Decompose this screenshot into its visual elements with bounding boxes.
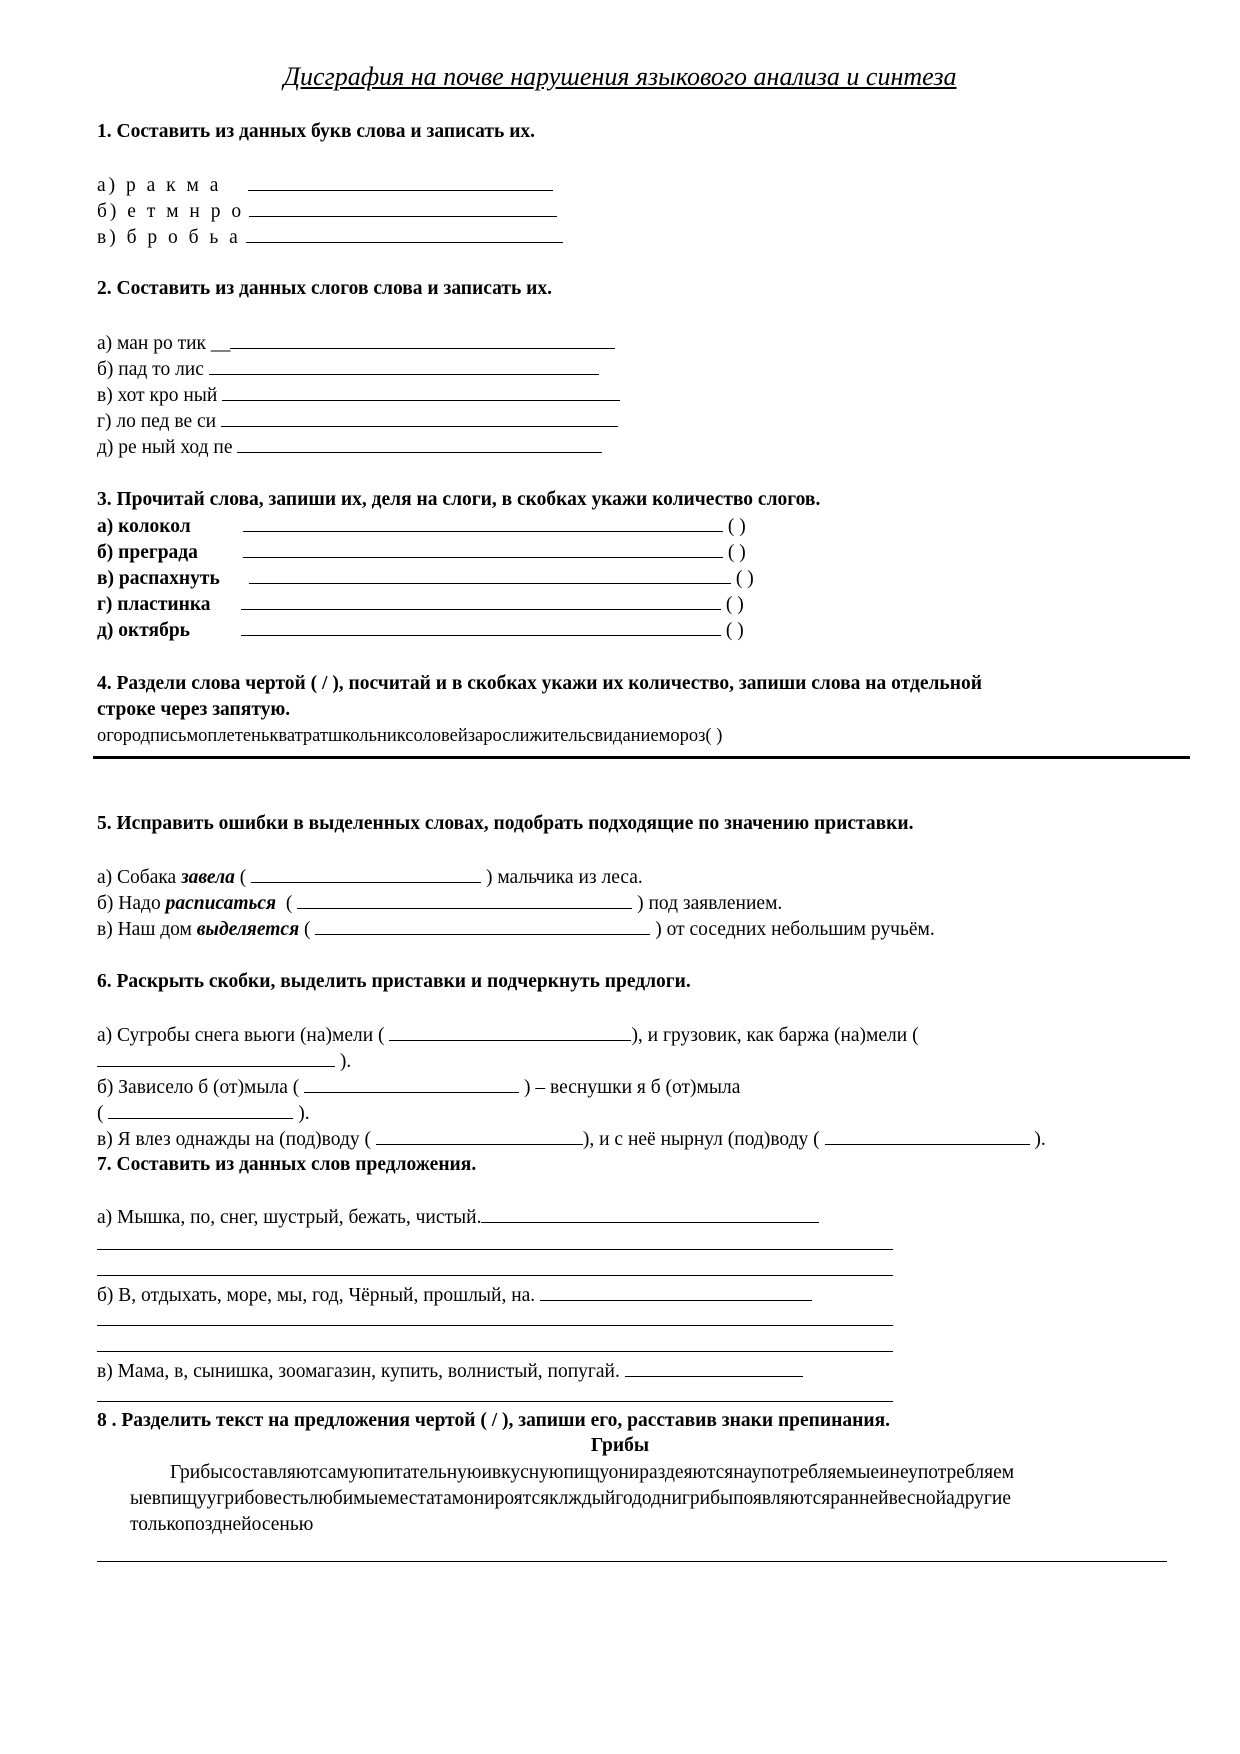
task-7-item-b [97,1283,812,1308]
sentence-text: ) от соседних небольшим ручьём. [650,919,935,940]
answer-line[interactable] [243,540,723,558]
task-2-syllables-c: в) хот кро ный [97,385,218,406]
task-8-heading: 8 . Разделить текст на предложения чертой ( / ), запиши его, расставив знаки препинания. [97,1410,891,1431]
word-list: а) Мышка, по, снег, шустрый, бежать, чистый. [97,1207,482,1228]
syllable-count-bracket[interactable]: ( ) [727,542,746,563]
task-2-item-b [97,357,599,382]
answer-line[interactable] [825,1127,1030,1145]
answer-line[interactable] [241,592,721,610]
task-7-heading: 7. Составить из данных слов предложения. [97,1154,477,1175]
task-3-item-e [97,618,744,643]
task-1-item-b [97,199,557,224]
sentence-text: ). [1034,1129,1046,1150]
answer-line[interactable] [540,1283,812,1301]
answer-line[interactable] [221,409,618,427]
task-2-item-d [97,409,618,434]
task-6-item-b-line-1 [97,1075,740,1100]
task-3-word-d: г) пластинка [97,594,211,615]
sentence-text: б) Надо [97,893,166,914]
task-2-syllables-d: г) ло пед ве си [97,411,217,432]
task-2-syllables-e: д) ре ный ход пе [97,437,233,458]
task-2-heading: 2. Составить из данных слогов слова и записать их. [97,278,553,299]
task-1-letters-c: в) б р о б ь а [97,227,241,248]
answer-line[interactable] [97,1401,893,1402]
highlighted-word: расписаться [165,893,277,914]
task-3-heading: 3. Прочитай слова, запиши их, деля на слоги, в скобках укажи количество слогов. [97,489,821,510]
sentence-text: ), и с неё нырнул (под)воду ( [582,1129,820,1150]
task-3-item-d [97,592,744,617]
answer-line[interactable] [389,1023,631,1041]
task-8-text-line-3: толькопозднейосенью [130,1514,314,1535]
task-8-text-line-1: Грибысоставляютсамуюпитательнуюивкуснуюпищуонираздеяютсянаупотребляемыеинеупотребляем [170,1462,1015,1483]
task-3-word-b: б) преграда [97,542,198,563]
task-5-item-c: в) Наш дом выделяется ( ) от соседних небольшим ручьём. [97,919,935,940]
task-2-item-e [97,435,602,460]
task-3-word-a: а) колокол [97,516,191,537]
task-1-heading: 1. Составить из данных букв слова и записать их. [97,121,536,142]
answer-line[interactable] [209,357,599,375]
task-6-item-a-line-1 [97,1023,919,1048]
answer-line[interactable] [249,199,557,217]
task-3-item-a [97,514,746,539]
highlighted-word: завела [181,867,235,888]
answer-line[interactable] [108,1101,293,1119]
answer-line[interactable] [241,618,721,636]
answer-line[interactable] [304,1075,519,1093]
sentence-text: ). [339,1051,352,1072]
task-5-item-b: б) Надо расписаться ( ) под заявлением. [97,893,783,914]
answer-line[interactable] [481,1205,819,1223]
task-3-word-c: в) распахнуть [97,568,220,589]
task-6-item-a-line-2 [97,1049,351,1074]
answer-line[interactable] [246,225,563,243]
task-2-syllables-a: а) ман ро тик __ [97,333,231,354]
task-6-heading: 6. Раскрыть скобки, выделить приставки и подчеркнуть предлоги. [97,971,691,992]
sentence-text: ) мальчика из леса. [481,867,643,888]
answer-line[interactable] [97,1275,893,1276]
sentence-text: ( [97,1103,104,1124]
answer-line[interactable] [222,383,620,401]
task-7-item-a [97,1205,819,1230]
answer-line[interactable] [97,1049,335,1067]
task-4-heading-line-2: строке через запятую. [97,699,291,720]
task-4-heading-line-1: 4. Раздели слова чертой ( / ), посчитай и в скобках укажи их количество, запиши слова на отдельной [97,673,982,694]
answer-line[interactable] [97,1351,893,1352]
task-1-letters-b: б) е т м н р о [97,201,245,222]
sentence-text: а) Сугробы снега вьюги (на)мели ( [97,1025,385,1046]
task-2-item-a [97,331,615,356]
task-7-item-c [97,1359,803,1384]
task-1-item-a [97,173,553,198]
sentence-text: ). [298,1103,310,1124]
task-3-word-e: д) октябрь [97,620,190,641]
task-5-heading: 5. Исправить ошибки в выделенных словах, подобрать подходящие по значению приставки. [97,813,914,834]
answer-line[interactable] [249,566,731,584]
task-5-item-a: а) Собака завела ( ) мальчика из леса. [97,867,643,888]
task-3-item-b [97,540,746,565]
answer-line[interactable] [97,1249,893,1250]
answer-line[interactable] [237,435,602,453]
answer-line[interactable] [230,331,615,349]
sentence-text: в) Я влез однажды на (под)воду ( [97,1129,371,1150]
text-subtitle: Грибы [590,1435,650,1456]
answer-line[interactable] [315,917,650,935]
task-2-syllables-b: б) пад то лис [97,359,204,380]
syllable-count-bracket[interactable]: ( ) [735,568,754,589]
syllable-count-bracket[interactable]: ( ) [725,620,744,641]
sentence-text: б) Зависело б (от)мыла ( [97,1077,300,1098]
answer-line[interactable] [248,173,553,191]
task-3-item-c [97,566,754,591]
word-list: в) Мама, в, сынишка, зоомагазин, купить, волнистый, попугай. [97,1361,620,1382]
answer-line[interactable] [243,514,723,532]
sentence-text: ) – веснушки я б (от)мыла [524,1077,741,1098]
task-1-letters-a: а) р а к м а [97,175,222,196]
task-2-item-c [97,383,620,408]
task-1-item-c [97,225,563,250]
task-8-text-line-2: ыевпищуугрибовестьлюбимыеместатамонироятсяклждыйгододнигрибыпоявляютсяраннейвеснойадругие [130,1488,1012,1509]
syllable-count-bracket[interactable]: ( ) [725,594,744,615]
highlighted-word: выделяется [196,919,300,940]
task-4-answer-line[interactable] [93,756,1190,759]
page-title: Дисграфия на почве нарушения языкового анализа и синтеза [283,62,957,91]
sentence-text: а) Собака [97,867,182,888]
sentence-text: в) Наш дом [97,919,197,940]
answer-line[interactable] [297,891,632,909]
answer-line[interactable] [625,1359,803,1377]
answer-line[interactable] [251,865,481,883]
word-list: б) В, отдыхать, море, мы, год, Чёрный, прошлый, на. [97,1285,536,1306]
syllable-count-bracket[interactable]: ( ) [727,516,746,537]
task-8-answer-line[interactable] [97,1561,1167,1562]
sentence-text: ), и грузовик, как баржа (на)мели ( [631,1025,919,1046]
answer-line[interactable] [97,1325,893,1326]
answer-line[interactable] [376,1127,583,1145]
task-6-item-c [97,1127,1046,1152]
sentence-text: ) под заявлением. [632,893,783,914]
task-6-item-b-line-2 [97,1101,310,1126]
task-4-letter-string: огородписьмоплетенькватратшкольниксоловейзарослижительсвиданиемороз( ) [97,726,723,746]
